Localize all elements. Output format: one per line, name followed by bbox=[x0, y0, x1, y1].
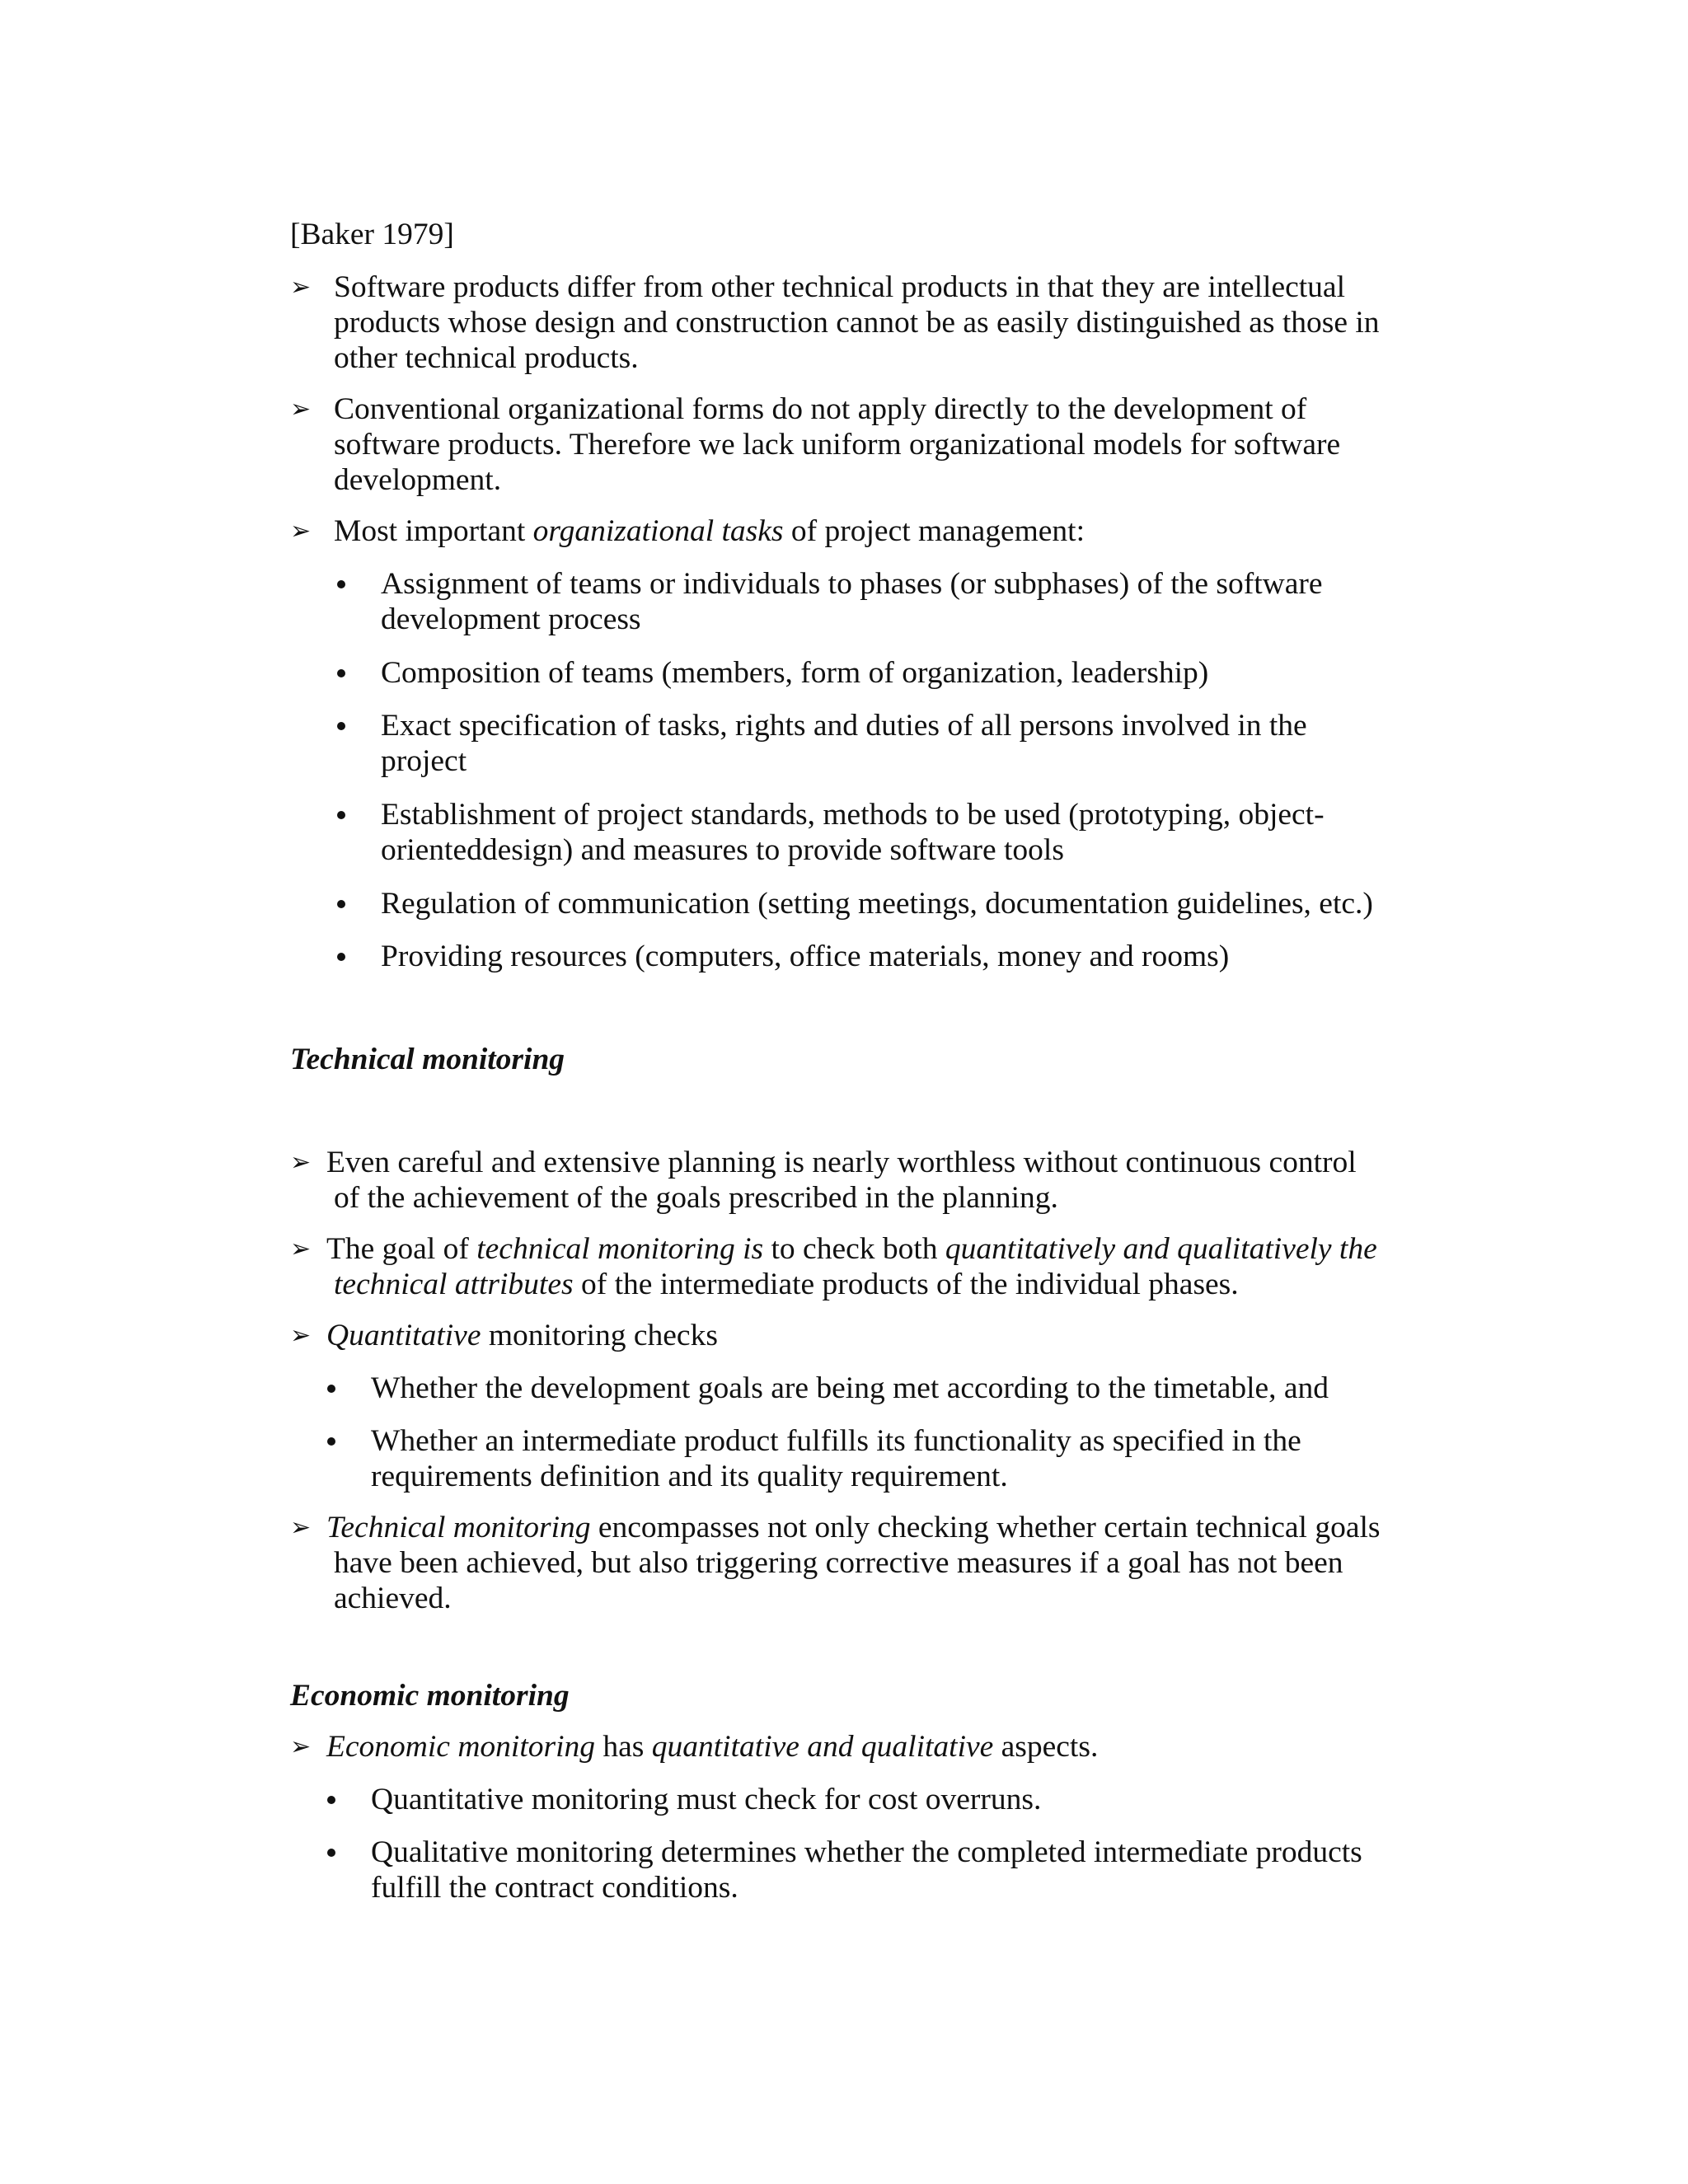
technical-bullet-4-line-3: achieved. bbox=[334, 1582, 452, 1615]
technical-bullet-4-line-1 bbox=[326, 1510, 1381, 1545]
arrowhead-bullet-icon: ➢ bbox=[290, 1513, 312, 1542]
text: The goal of bbox=[326, 1232, 477, 1266]
round-bullet-icon bbox=[337, 580, 345, 588]
emphasis: technical monitoring is bbox=[476, 1232, 764, 1266]
org-task-3-line-1: Exact specification of tasks, rights and duties of all persons involved in the bbox=[381, 709, 1307, 743]
org-task-4-line-1: Establishment of project standards, methods to be used (prototyping, object- bbox=[381, 798, 1325, 832]
arrowhead-bullet-icon: ➢ bbox=[290, 1732, 312, 1761]
org-task-1-line-1: Assignment of teams or individuals to phases (or subphases) of the software bbox=[381, 567, 1323, 601]
text: of the intermediate products of the individual phases. bbox=[573, 1268, 1239, 1301]
text: aspects. bbox=[993, 1730, 1099, 1764]
technical-sub-2-line-2: requirements definition and its quality requirement. bbox=[371, 1460, 1008, 1493]
technical-bullet-1-line-1: Even careful and extensive planning is nearly worthless without continuous control bbox=[326, 1146, 1357, 1179]
intro-bullet-1-line-2: products whose design and construction cannot be as easily distinguished as those in bbox=[334, 306, 1380, 340]
arrowhead-bullet-icon: ➢ bbox=[290, 273, 312, 302]
economic-sub-2-line-2: fulfill the contract conditions. bbox=[371, 1871, 738, 1905]
round-bullet-icon bbox=[327, 1385, 335, 1393]
economic-bullet-1 bbox=[326, 1729, 1098, 1765]
economic-monitoring-heading: Economic monitoring bbox=[290, 1679, 570, 1713]
org-task-1-line-2: development process bbox=[381, 602, 641, 636]
org-task-5-line-1: Regulation of communication (setting meetings, documentation guidelines, etc.) bbox=[381, 887, 1373, 921]
technical-bullet-4-line-2: have been achieved, but also triggering corrective measures if a goal has not been bbox=[334, 1546, 1343, 1580]
intro-bullet-1-line-3: other technical products. bbox=[334, 341, 639, 375]
org-task-6-line-1: Providing resources (computers, office materials, money and rooms) bbox=[381, 940, 1230, 973]
arrowhead-bullet-icon: ➢ bbox=[290, 1235, 312, 1263]
org-task-4-line-2: orienteddesign) and measures to provide software tools bbox=[381, 833, 1064, 867]
arrowhead-bullet-icon: ➢ bbox=[290, 395, 312, 424]
round-bullet-icon bbox=[337, 669, 345, 677]
economic-sub-1-line-1: Quantitative monitoring must check for cost overruns. bbox=[371, 1783, 1042, 1816]
emphasis: quantitative and qualitative bbox=[651, 1730, 994, 1764]
text: has bbox=[595, 1730, 652, 1764]
emphasis: organizational tasks bbox=[532, 514, 784, 548]
emphasis: Quantitative bbox=[326, 1319, 481, 1352]
round-bullet-icon bbox=[327, 1849, 335, 1857]
emphasis: quantitatively and qualitatively the bbox=[945, 1232, 1377, 1266]
technical-bullet-1-line-2: of the achievement of the goals prescribed in the planning. bbox=[334, 1181, 1058, 1215]
intro-bullet-2-line-3: development. bbox=[334, 463, 502, 497]
round-bullet-icon bbox=[337, 722, 345, 730]
round-bullet-icon bbox=[327, 1796, 335, 1804]
round-bullet-icon bbox=[327, 1437, 335, 1446]
text: to check both bbox=[763, 1232, 945, 1266]
intro-bullet-3 bbox=[334, 513, 1085, 549]
technical-bullet-3 bbox=[326, 1318, 718, 1353]
arrowhead-bullet-icon: ➢ bbox=[290, 1321, 312, 1350]
arrowhead-bullet-icon: ➢ bbox=[290, 1148, 312, 1177]
technical-sub-1-line-1: Whether the development goals are being met according to the timetable, and bbox=[371, 1371, 1329, 1405]
intro-bullet-1-line-1: Software products differ from other technical products in that they are intellectual bbox=[334, 270, 1345, 304]
org-task-2-line-1: Composition of teams (members, form of organization, leadership) bbox=[381, 656, 1209, 690]
citation: [Baker 1979] bbox=[290, 218, 454, 251]
round-bullet-icon bbox=[337, 811, 345, 819]
technical-monitoring-heading: Technical monitoring bbox=[290, 1043, 565, 1076]
arrowhead-bullet-icon: ➢ bbox=[290, 517, 312, 546]
emphasis: Technical monitoring bbox=[326, 1511, 591, 1544]
text: Most important bbox=[334, 514, 533, 548]
text: of project management: bbox=[783, 514, 1085, 548]
emphasis: technical attributes bbox=[334, 1268, 574, 1301]
technical-sub-2-line-1: Whether an intermediate product fulfills its functionality as specified in the bbox=[371, 1424, 1301, 1458]
technical-bullet-2-line-2 bbox=[334, 1267, 1239, 1302]
technical-bullet-2-line-1 bbox=[326, 1231, 1377, 1267]
round-bullet-icon bbox=[337, 900, 345, 908]
intro-bullet-2-line-1: Conventional organizational forms do not apply directly to the development of bbox=[334, 392, 1307, 426]
text: monitoring checks bbox=[481, 1319, 718, 1352]
emphasis: Economic monitoring bbox=[326, 1730, 596, 1764]
round-bullet-icon bbox=[337, 953, 345, 961]
economic-sub-2-line-1: Qualitative monitoring determines whether the completed intermediate products bbox=[371, 1835, 1362, 1869]
text: encompasses not only checking whether certain technical goals bbox=[590, 1511, 1381, 1544]
intro-bullet-2-line-2: software products. Therefore we lack uniform organizational models for software bbox=[334, 428, 1341, 462]
org-task-3-line-2: project bbox=[381, 744, 467, 778]
